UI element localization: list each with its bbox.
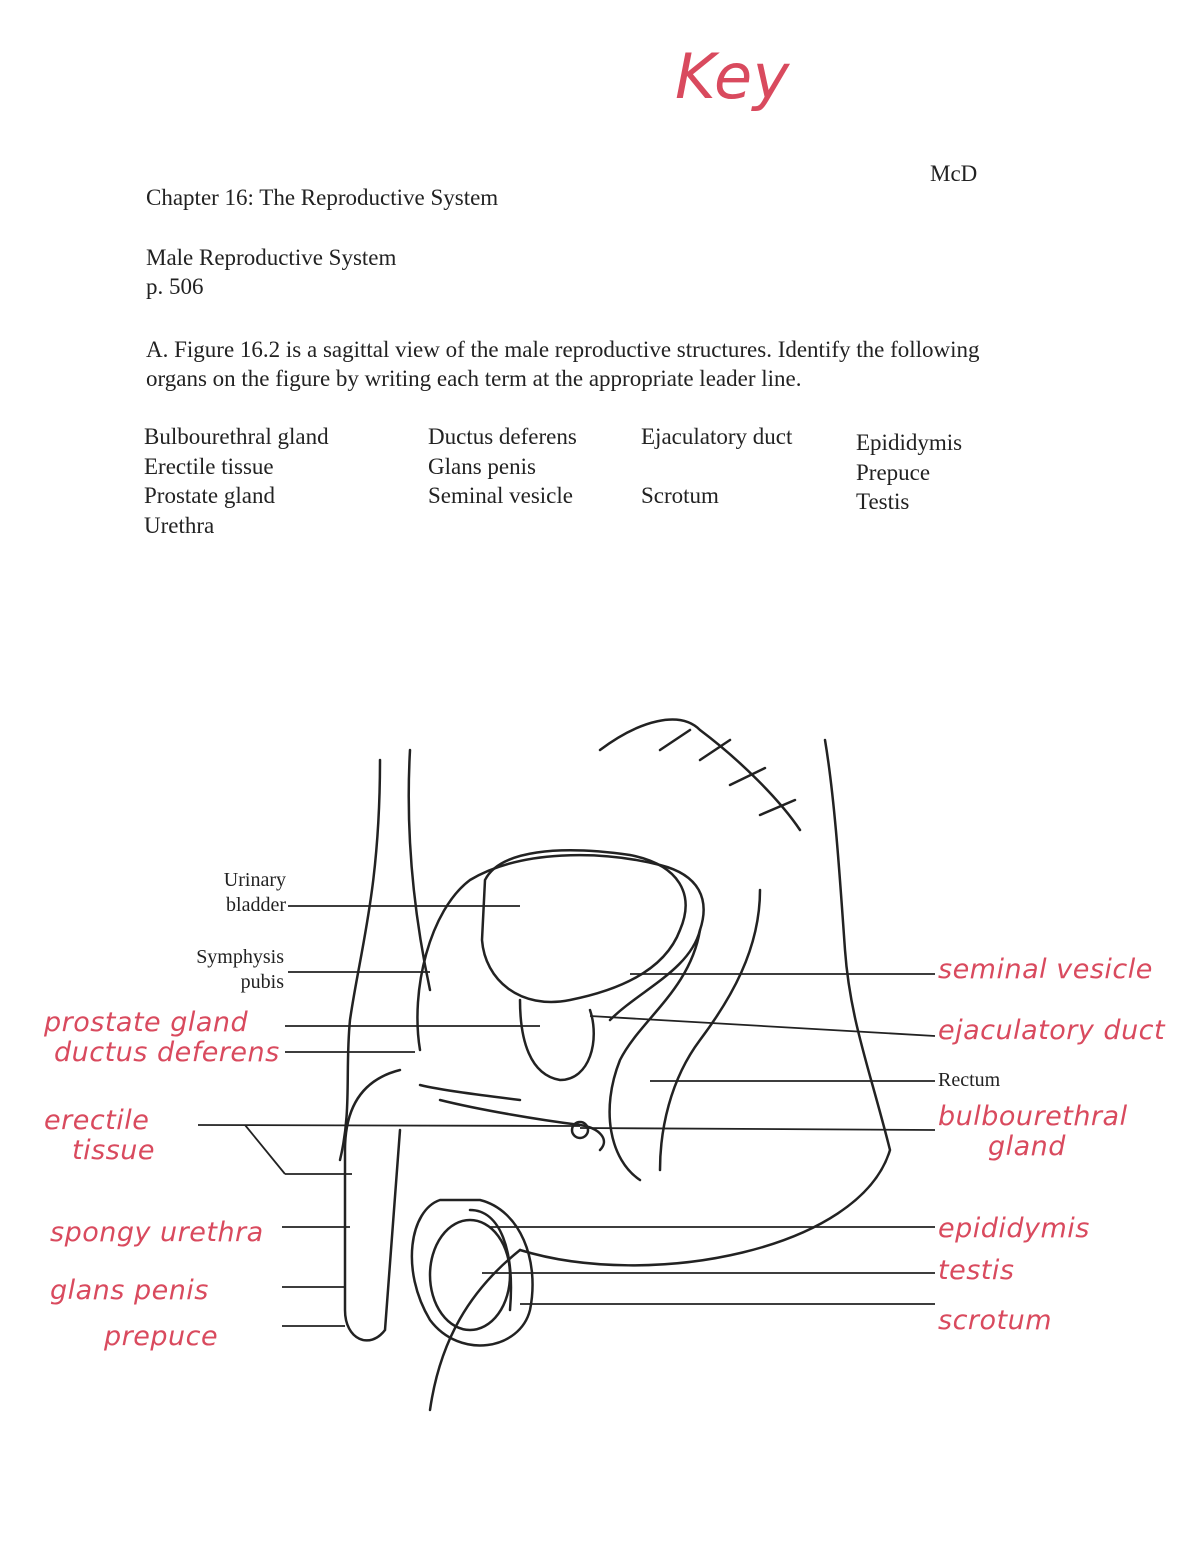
label-line: Urinary bbox=[223, 869, 286, 891]
page-reference: p. 506 bbox=[146, 274, 204, 299]
section-title: Male Reproductive System bbox=[146, 245, 397, 270]
term-item: Seminal vesicle bbox=[428, 483, 573, 508]
term-column-3 bbox=[641, 422, 792, 511]
term-item: Scrotum bbox=[641, 483, 719, 508]
answer-scrotum: scrotum bbox=[938, 1305, 1053, 1336]
term-column-4 bbox=[856, 428, 962, 517]
label-rectum: Rectum bbox=[938, 1069, 1001, 1091]
label-urinary-bladder bbox=[180, 868, 286, 918]
instructions-text: A. Figure 16.2 is a sagittal view of the male reproductive structures. Identify the following organs on the figure by writing each term at the appropriate leader line. bbox=[146, 337, 980, 391]
answer-spongy-urethra: spongy urethra bbox=[50, 1217, 264, 1248]
answer-prepuce: prepuce bbox=[104, 1321, 219, 1352]
answer-erectile-tissue bbox=[44, 1106, 155, 1166]
author-initials: McD bbox=[930, 161, 978, 186]
label-symphysis-pubis bbox=[170, 945, 284, 995]
answer-ductus-deferens: ductus deferens bbox=[54, 1037, 280, 1068]
label-line: bladder bbox=[226, 894, 286, 916]
term-column-1 bbox=[144, 422, 329, 540]
term-item: Urethra bbox=[144, 512, 215, 538]
answer-line: bulbourethral bbox=[938, 1101, 1128, 1132]
term-item: Prepuce bbox=[856, 459, 931, 485]
answer-prostate-gland: prostate gland bbox=[44, 1007, 249, 1038]
label-line: Symphysis bbox=[196, 946, 284, 968]
answer-line: gland bbox=[988, 1131, 1066, 1162]
key-handwritten-mark: Key bbox=[675, 40, 790, 113]
answer-glans-penis: glans penis bbox=[50, 1275, 209, 1306]
label-line: pubis bbox=[240, 971, 284, 993]
answer-line: erectile bbox=[44, 1105, 150, 1136]
answer-testis: testis bbox=[938, 1255, 1015, 1286]
term-column-2 bbox=[428, 422, 577, 511]
answer-line: tissue bbox=[72, 1135, 155, 1166]
term-item: Epididymis bbox=[856, 430, 963, 455]
term-item: Testis bbox=[856, 489, 910, 514]
term-item bbox=[641, 452, 792, 482]
term-item: Bulbourethral gland bbox=[144, 424, 329, 449]
term-item: Glans penis bbox=[428, 453, 536, 479]
term-item: Ductus deferens bbox=[428, 424, 577, 449]
answer-ejaculatory-duct: ejaculatory duct bbox=[938, 1015, 1166, 1046]
answer-epididymis: epididymis bbox=[938, 1213, 1090, 1244]
term-item: Prostate gland bbox=[144, 483, 275, 508]
term-item: Ejaculatory duct bbox=[641, 424, 793, 449]
term-item: Erectile tissue bbox=[144, 453, 274, 479]
answer-bulbourethral-gland bbox=[938, 1102, 1128, 1162]
answer-seminal-vesicle: seminal vesicle bbox=[938, 954, 1153, 985]
chapter-title: Chapter 16: The Reproductive System bbox=[146, 185, 499, 210]
